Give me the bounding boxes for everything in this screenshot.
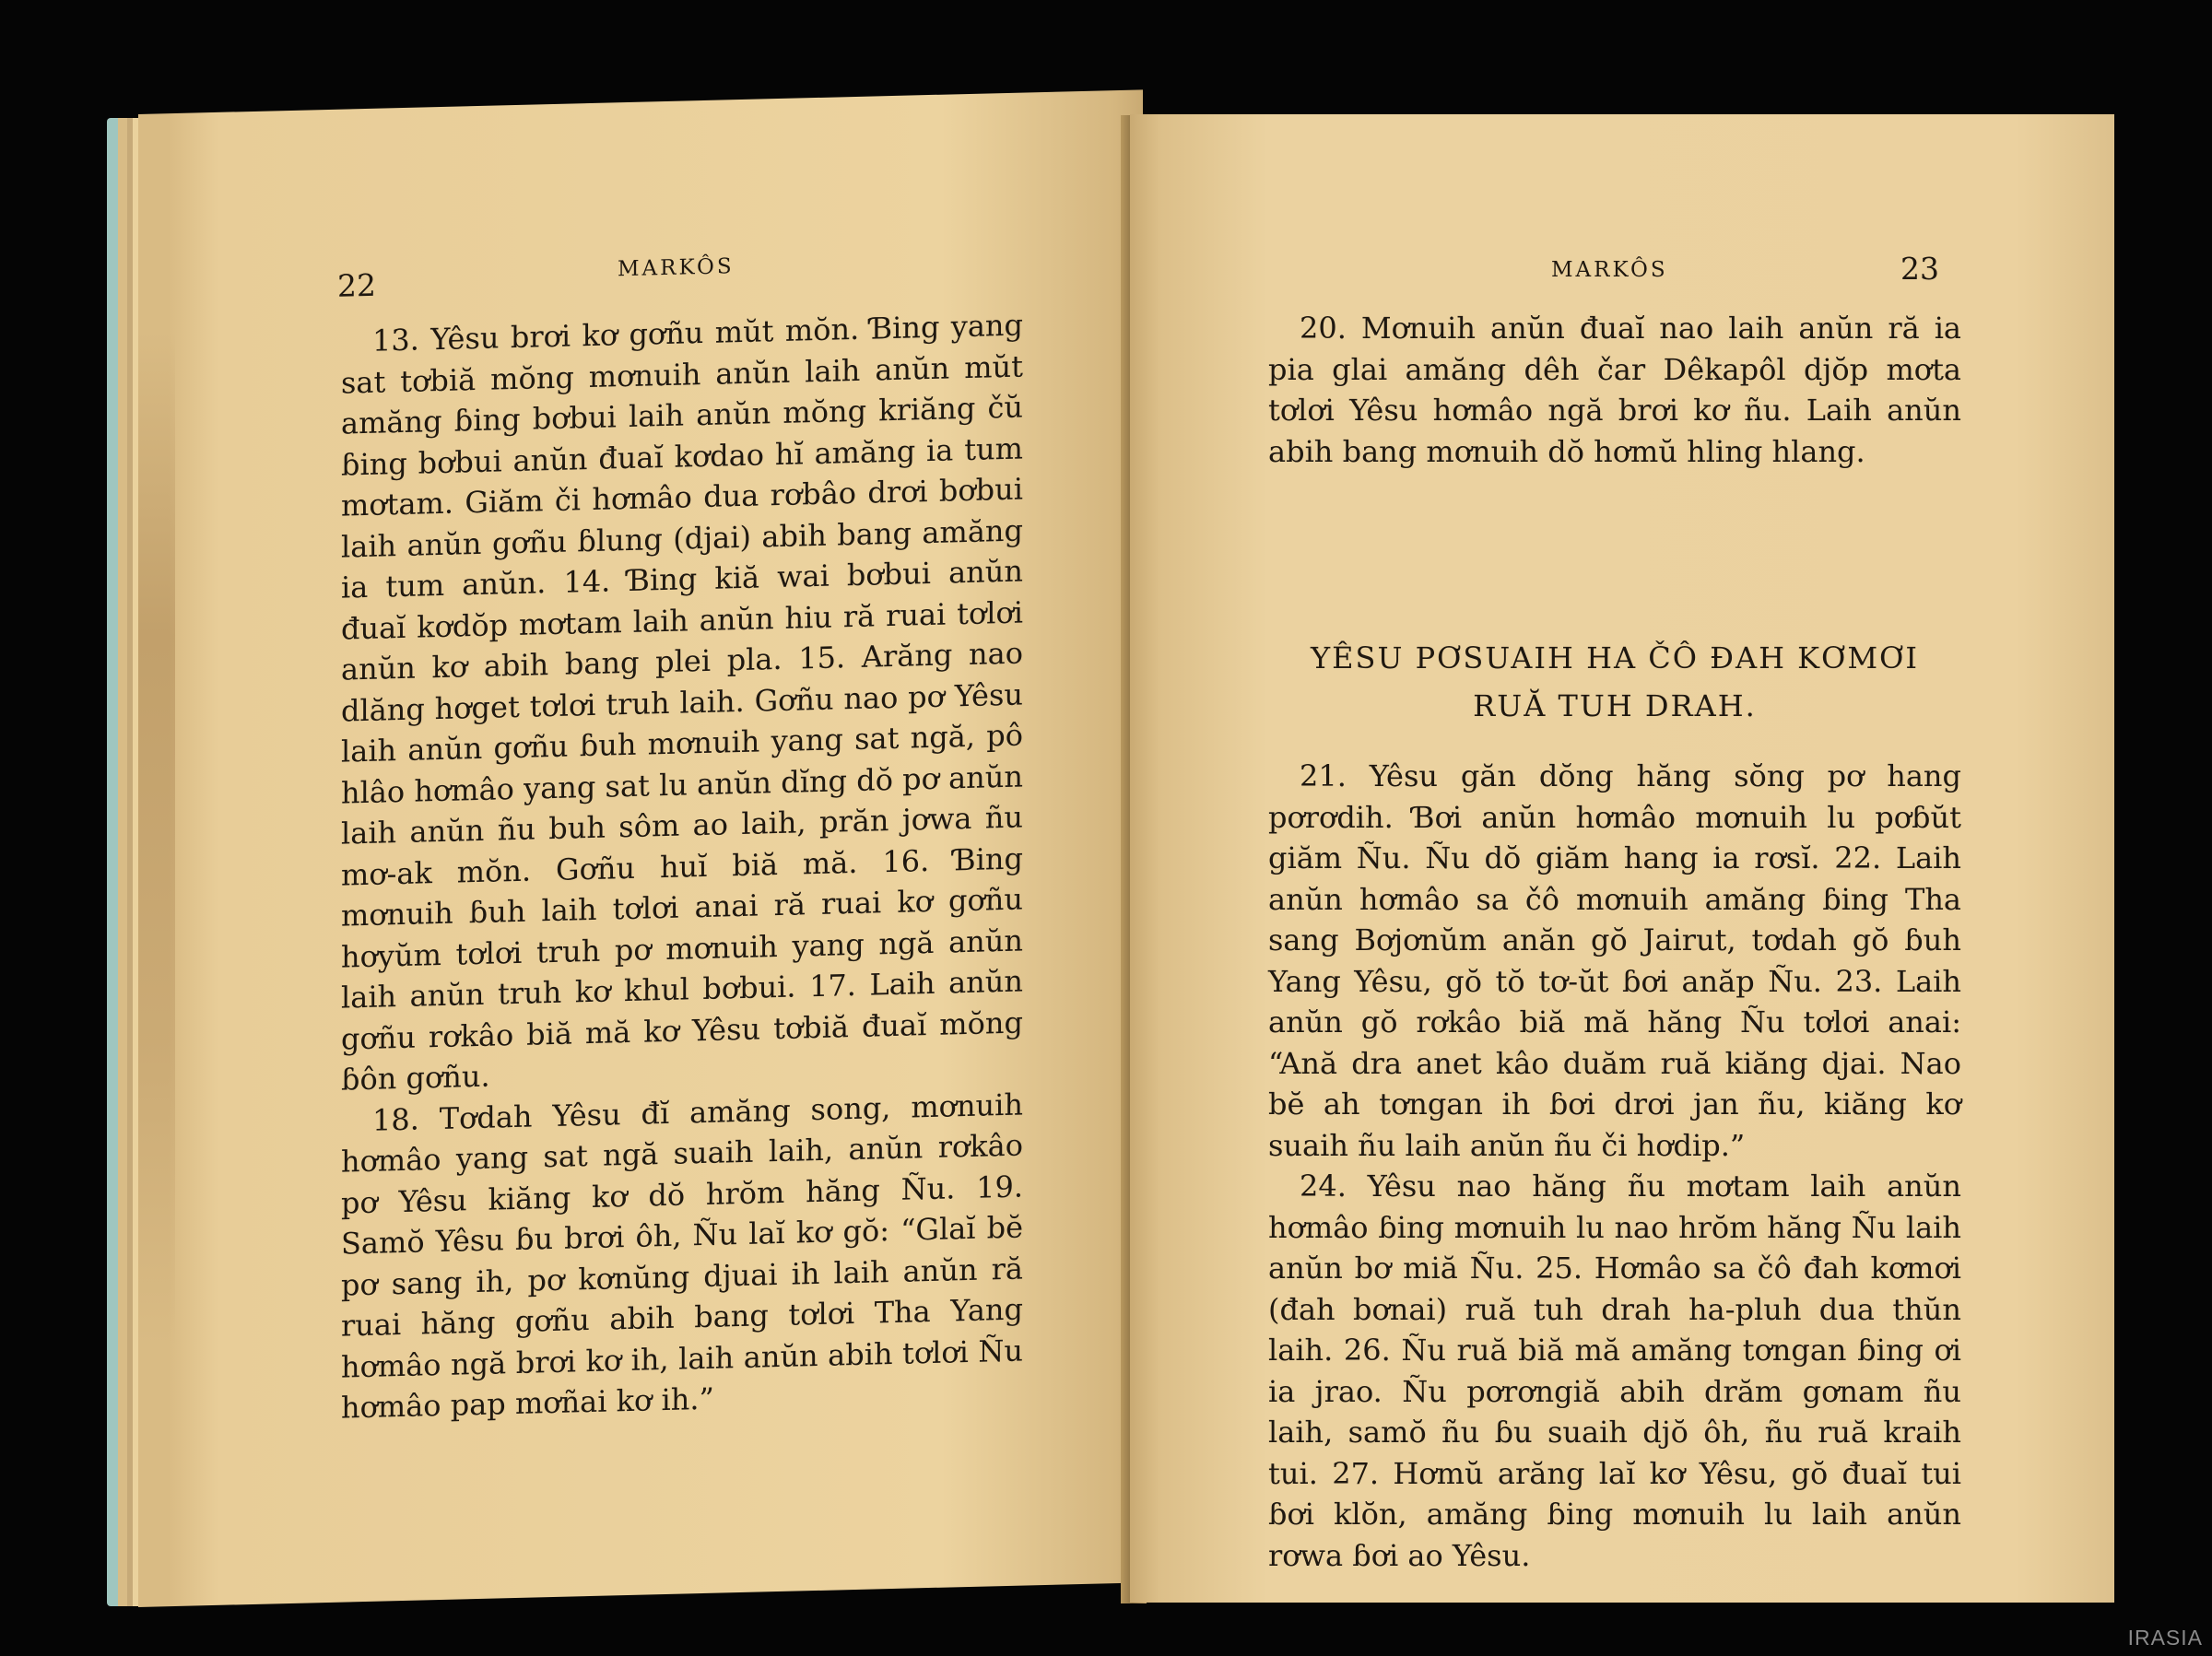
right-top-text [1268, 308, 1961, 472]
paragraph: 21. Yêsu găn dŏng hăng sŏng pơ hang pơrơdih. Ɓơi anŭn hơmâo mơnuih lu pơɓŭt giăm Ñu. Ñu dŏ giăm hang ia rơsĭ. 22. Laih anŭn hơmâo sa čô mơnuih amăng ɓing Tha sang Bơjơnŭm anăn gŏ Jairut, tơdah gŏ ɓuh Yang Yêsu, gŏ tŏ tơ-ŭt ɓơi anăp Ñu. 23. Laih anŭn gŏ rơkâo biă mă hăng Ñu tơlơi anai: “Ană dra anet kâo duăm ruă kiăng djai. Nao bĕ ah tơngan ih ɓơi drơi jan ñu, kiăng kơ suaih ñu laih anŭn ñu či hơdip.” [1268, 758, 1961, 1163]
paragraph: 13. Yêsu brơi kơ gơñu mŭt mŏn. Ɓing yang sat tơbiă mŏng mơnuih anŭn laih anŭn mŭt amăng ɓing bơbui laih anŭn mŏng kriăng čŭ ɓing bơbui anŭn đuaĭ kơdao hĭ amăng ia tum mơtam. Giăm či hơmâo dua rơbâo drơi bơbui laih anŭn gơñu ɓlung (djai) abih bang amăng ia tum anŭn. 14. Ɓing kiă wai bơbui anŭn đuaĭ kơdŏp mơtam laih anŭn hiu ră ruai tơlơi anŭn kơ abih bang plei pla. 15. Arăng nao dlăng hơget tơlơi truh laih. Gơñu nao pơ Yêsu laih anŭn gơñu ɓuh mơnuih yang sat ngă, pô hlâo hơmâo yang sat lu anŭn dĭng dŏ pơ anŭn laih anŭn ñu buh sôm ao laih, prăn jơwa ñu mơ-ak mŏn. Gơñu huĭ biă mă. 16. Ɓing mơnuih ɓuh laih tơlơi anai ră ruai kơ gơñu hơyŭm tơlơi truh pơ mơnuih yang ngă anŭn laih anŭn truh kơ khul bơbui. 17. Laih anŭn gơñu rơkâo biă mă kơ Yêsu tơbiă đuaĭ mŏng ɓôn gơñu. [341, 307, 1023, 1098]
paragraph: 18. Tơdah Yêsu đĭ amăng song, mơnuih hơmâo yang sat ngă suaih laih, anŭn rơkâo pơ Yêsu kiăng kơ dŏ hrŏm hăng Ñu. 19. Samŏ Yêsu ɓu brơi ôh, Ñu laĭ kơ gŏ: “Glaĭ bĕ pơ sang ih, pơ kơnŭng djuai ih laih anŭn ră ruai hăng gơñu abih bang tơlơi Tha Yang hơmâo ngă brơi kơ ih, laih anŭn abih tơlơi Ñu hơmâo pap mơñai kơ ih.” [341, 1086, 1023, 1426]
heading-line: RUĂ TUH DRAH. [1473, 688, 1757, 723]
running-head: MARKÔS [1551, 258, 1668, 282]
watermark: IRASIA [2127, 1626, 2203, 1650]
page-stain [138, 332, 175, 1345]
heading-line: YÊSU PƠSUAIH HA ČÔ ĐAH KƠMƠI [1311, 640, 1919, 675]
page-number: 22 [337, 266, 376, 304]
page-number: 23 [1900, 251, 1939, 287]
left-body-text [341, 305, 1023, 1429]
right-body-text [1268, 756, 1961, 1576]
section-heading [1268, 634, 1961, 730]
paragraph: 20. Mơnuih anŭn đuaĭ nao laih anŭn ră ia pia glai amăng dêh čar Dêkapôl djŏp mơta tơlơi Yêsu hơmâo ngă brơi kơ ñu. Laih anŭn abih bang mơnuih dŏ hơmŭ hling hlang. [1268, 311, 1961, 469]
left-page [138, 89, 1143, 1607]
paragraph: 24. Yêsu nao hăng ñu mơtam laih anŭn hơmâo ɓing mơnuih lu nao hrŏm hăng Ñu laih anŭn bơ miă Ñu. 25. Hơmâo sa čô đah kơmơi (đah bơnai) ruă tuh drah ha-pluh dua thŭn laih. 26. Ñu ruă biă mă amăng tơngan ɓing ơi ia jrao. Ñu pơrơngiă abih drăm gơnam ñu laih, samŏ ñu ɓu suaih djŏ ôh, ñu ruă kraih tui. 27. Hơmŭ arăng laĭ kơ Yêsu, gŏ đuaĭ tui ɓơi klŏn, amăng ɓing mơnuih lu laih anŭn rơwa ɓơi ao Yêsu. [1268, 1169, 1961, 1573]
running-head: MARKÔS [618, 254, 735, 282]
right-page [1130, 114, 2114, 1603]
